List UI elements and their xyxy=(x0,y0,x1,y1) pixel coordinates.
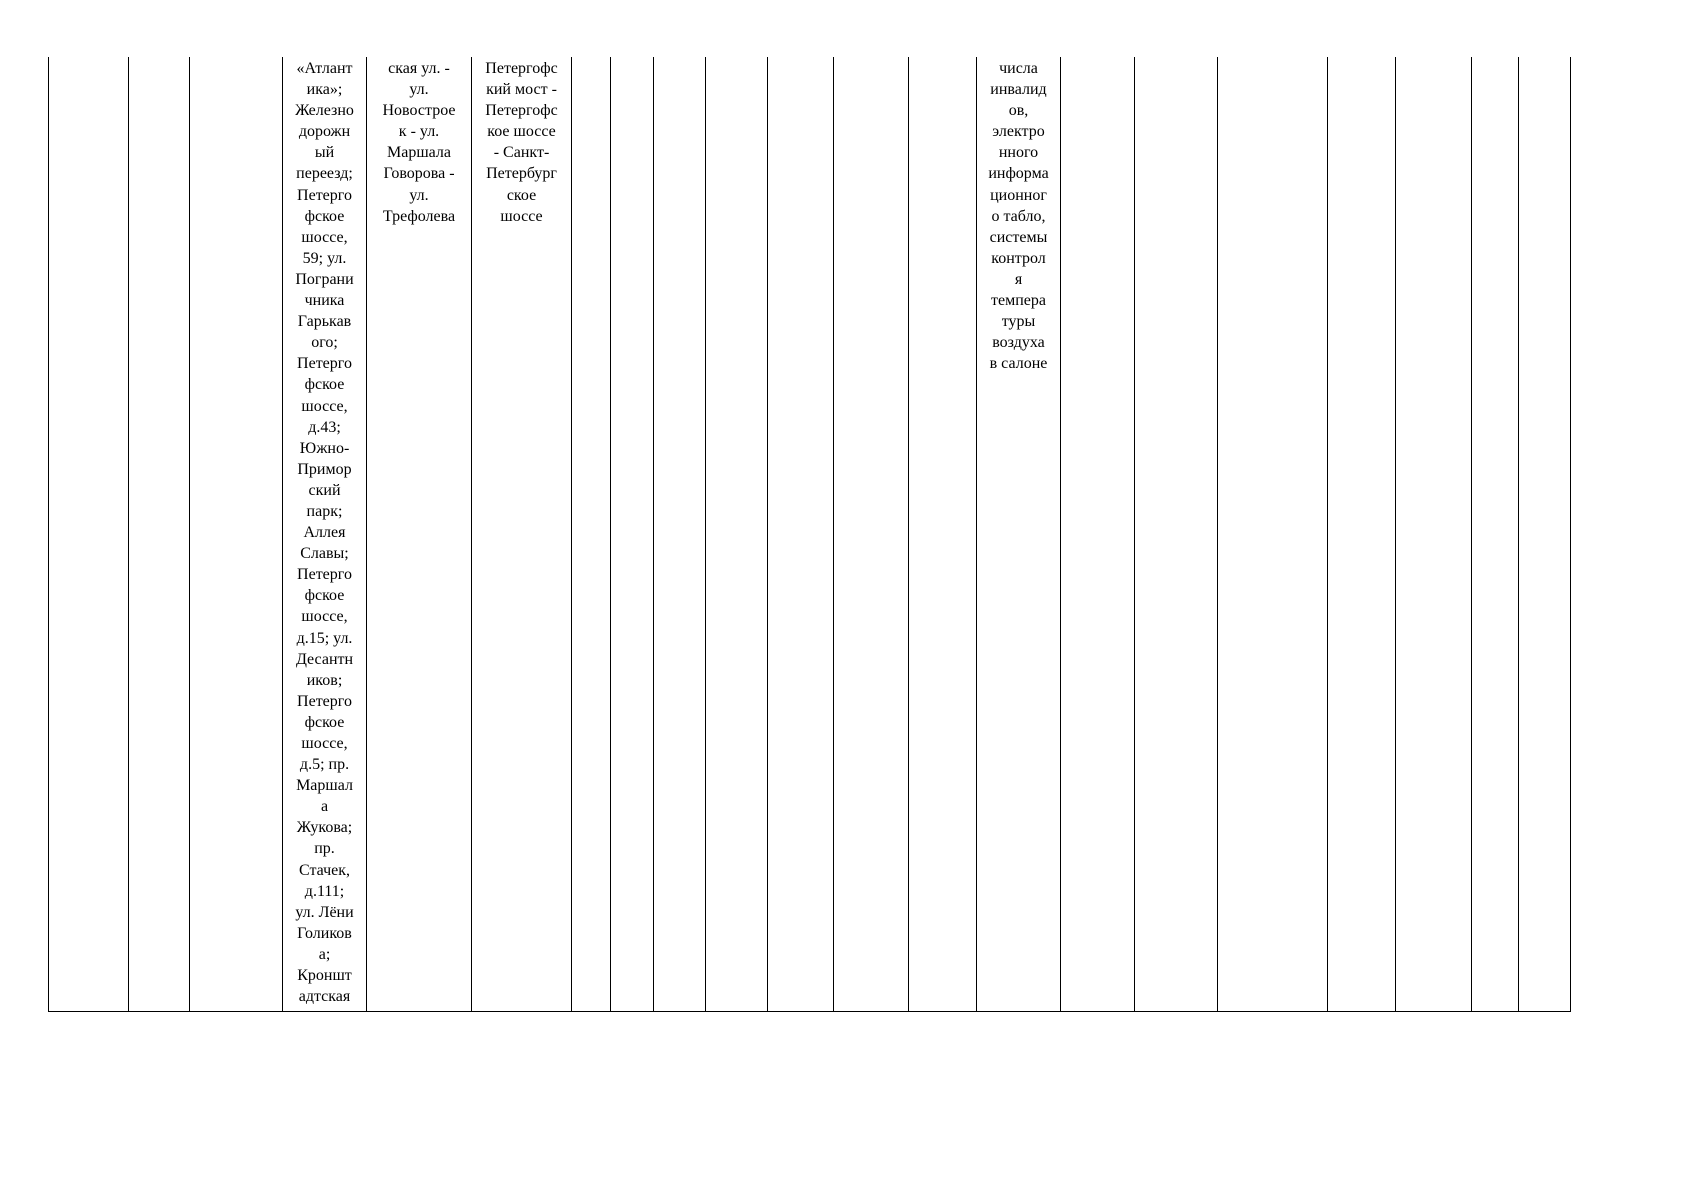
table-cell xyxy=(1519,57,1571,1012)
table-cell xyxy=(1135,57,1218,1012)
table-cell xyxy=(768,57,834,1012)
vehicle-equipment-text: числа инвалид ов, электро нного информа ционног о табло, системы контрол я темпера туры воздуха в салоне xyxy=(988,60,1049,373)
table-cell xyxy=(654,57,706,1012)
stops-cell xyxy=(283,57,367,1012)
table-cell xyxy=(706,57,768,1012)
streets-forward-text: ская ул. - ул. Новострое к - ул. Маршала Говорова - ул. Трефолева xyxy=(382,60,456,225)
streets-backward-text: Петергофс кий мост - Петергофс кое шоссе - Санкт- Петербург ское шоссе xyxy=(485,60,558,225)
table-cell xyxy=(49,57,129,1012)
table-cell xyxy=(572,57,611,1012)
table-cell xyxy=(1061,57,1135,1012)
table-cell xyxy=(909,57,977,1012)
table-cell xyxy=(1218,57,1328,1012)
table-cell xyxy=(834,57,909,1012)
table-cell xyxy=(129,57,190,1012)
vehicle-equipment-cell xyxy=(977,57,1061,1012)
route-register-table xyxy=(48,57,1571,1012)
table-cell xyxy=(190,57,283,1012)
stops-list-text: «Атлант ика»; Железно дорожн ый переезд; Петерго фское шоссе, 59; ул. Пограни чника Гарькав ого; Петерго фское шоссе, д.43; Южно- Примор ский парк; Аллея Славы; Петерго фское шоссе, д.15; ул. Десантн иков; Петерго фское шоссе, д.5; пр. Маршал а Жукова; пр. Стачек, д.111; ул. Лёни Голиков а; Кроншт адтская xyxy=(295,60,354,1006)
table-cell xyxy=(611,57,654,1012)
table-cell xyxy=(1472,57,1519,1012)
streets-backward-cell xyxy=(472,57,572,1012)
table-cell xyxy=(1396,57,1472,1012)
streets-forward-cell xyxy=(367,57,472,1012)
table-row xyxy=(49,57,1571,1012)
table-cell xyxy=(1328,57,1396,1012)
